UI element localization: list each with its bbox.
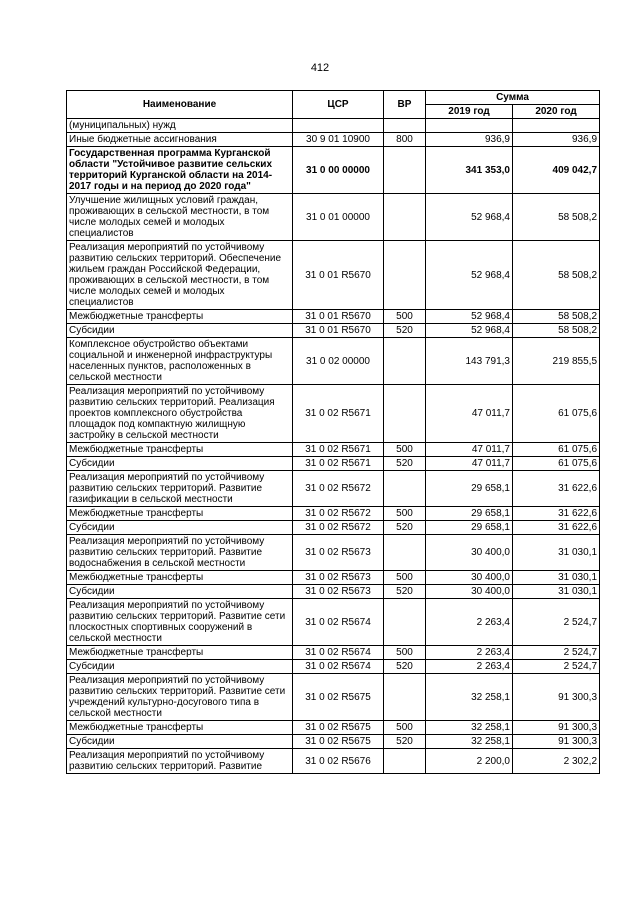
row-amount-2020-cell: 31 030,1: [513, 571, 600, 585]
row-amount-2020-cell: 58 508,2: [513, 194, 600, 241]
row-amount-2020-cell: 58 508,2: [513, 241, 600, 310]
row-name-cell: Субсидии: [67, 324, 293, 338]
row-vr-cell: 520: [384, 735, 426, 749]
row-name-cell: Субсидии: [67, 457, 293, 471]
row-vr-cell: [384, 749, 426, 774]
row-vr-cell: [384, 241, 426, 310]
page-number: 412: [310, 62, 330, 74]
row-name-cell: Реализация мероприятий по устойчивому развитию сельских территорий. Развитие сети учреждений культурно-досугового типа в сельской местности: [67, 674, 293, 721]
row-vr-cell: [384, 119, 426, 133]
table-row: [67, 457, 600, 471]
row-name-cell: Реализация мероприятий по устойчивому развитию сельских территорий. Развитие сети плоскостных спортивных сооружений в сельской местности: [67, 599, 293, 646]
table-row: [67, 585, 600, 599]
row-amount-2020-cell: 31 622,6: [513, 471, 600, 507]
row-name-cell: Улучшение жилищных условий граждан, проживающих в сельской местности, в том числе молодых семей и молодых специалистов: [67, 194, 293, 241]
row-csr-cell: 31 0 02 R5674: [293, 646, 384, 660]
row-amount-2020-cell: 31 622,6: [513, 507, 600, 521]
row-csr-cell: 31 0 02 R5671: [293, 443, 384, 457]
row-vr-cell: 500: [384, 571, 426, 585]
row-vr-cell: 520: [384, 457, 426, 471]
row-vr-cell: 500: [384, 721, 426, 735]
row-csr-cell: 31 0 02 R5673: [293, 571, 384, 585]
header-csr: ЦСР: [293, 91, 384, 119]
row-name-cell: Межбюджетные трансферты: [67, 646, 293, 660]
row-name-cell: Субсидии: [67, 521, 293, 535]
table-row: [67, 133, 600, 147]
header-name: Наименование: [67, 91, 293, 119]
row-amount-2019-cell: 2 263,4: [426, 599, 513, 646]
row-name-cell: Межбюджетные трансферты: [67, 310, 293, 324]
row-amount-2019-cell: 30 400,0: [426, 535, 513, 571]
row-amount-2020-cell: [513, 119, 600, 133]
row-vr-cell: 520: [384, 660, 426, 674]
row-csr-cell: 31 0 02 R5674: [293, 599, 384, 646]
row-name-cell: Межбюджетные трансферты: [67, 507, 293, 521]
row-csr-cell: 31 0 02 R5673: [293, 535, 384, 571]
row-vr-cell: [384, 471, 426, 507]
row-vr-cell: [384, 535, 426, 571]
row-amount-2019-cell: 143 791,3: [426, 338, 513, 385]
table-row: [67, 646, 600, 660]
row-amount-2019-cell: 341 353,0: [426, 147, 513, 194]
row-amount-2019-cell: 52 968,4: [426, 324, 513, 338]
row-amount-2019-cell: 32 258,1: [426, 721, 513, 735]
row-vr-cell: 500: [384, 443, 426, 457]
row-csr-cell: 31 0 01 00000: [293, 194, 384, 241]
table-row: [67, 241, 600, 310]
table-row: [67, 721, 600, 735]
table-row: [67, 310, 600, 324]
table-row: [67, 338, 600, 385]
row-name-cell: Комплексное обустройство объектами социальной и инженерной инфраструктуры населенных пунктов, расположенных в сельской местности: [67, 338, 293, 385]
row-vr-cell: 520: [384, 521, 426, 535]
header-sum: Сумма: [426, 91, 600, 105]
row-name-cell: Субсидии: [67, 660, 293, 674]
header-year-2020: 2020 год: [513, 105, 600, 119]
row-name-cell: Реализация мероприятий по устойчивому развитию сельских территорий. Развитие водоснабжения в сельской местности: [67, 535, 293, 571]
row-amount-2019-cell: 32 258,1: [426, 674, 513, 721]
row-csr-cell: 31 0 02 R5676: [293, 749, 384, 774]
row-vr-cell: [384, 385, 426, 443]
row-amount-2020-cell: 61 075,6: [513, 443, 600, 457]
row-vr-cell: [384, 338, 426, 385]
row-name-cell: Межбюджетные трансферты: [67, 721, 293, 735]
table-row: [67, 324, 600, 338]
budget-table: [66, 90, 600, 774]
row-amount-2020-cell: 58 508,2: [513, 324, 600, 338]
row-amount-2020-cell: 2 302,2: [513, 749, 600, 774]
row-name-cell: Иные бюджетные ассигнования: [67, 133, 293, 147]
row-vr-cell: 500: [384, 646, 426, 660]
row-amount-2019-cell: 47 011,7: [426, 385, 513, 443]
row-name-cell: Субсидии: [67, 735, 293, 749]
header-year-2019: 2019 год: [426, 105, 513, 119]
row-amount-2019-cell: 47 011,7: [426, 457, 513, 471]
row-amount-2020-cell: 58 508,2: [513, 310, 600, 324]
row-vr-cell: 520: [384, 585, 426, 599]
row-vr-cell: 500: [384, 310, 426, 324]
table-row: [67, 443, 600, 457]
table-row: [67, 385, 600, 443]
table-row: [67, 194, 600, 241]
row-amount-2020-cell: 91 300,3: [513, 735, 600, 749]
row-amount-2020-cell: 91 300,3: [513, 721, 600, 735]
row-amount-2019-cell: 29 658,1: [426, 521, 513, 535]
row-amount-2020-cell: 936,9: [513, 133, 600, 147]
row-csr-cell: 31 0 01 R5670: [293, 241, 384, 310]
table-row: [67, 507, 600, 521]
row-amount-2019-cell: 32 258,1: [426, 735, 513, 749]
table-row: [67, 147, 600, 194]
row-vr-cell: 500: [384, 507, 426, 521]
row-name-cell: Реализация мероприятий по устойчивому развитию сельских территорий. Реализация проектов комплексного обустройства площадок под компактную жилищную застройку в сельской местности: [67, 385, 293, 443]
table-row: [67, 660, 600, 674]
row-csr-cell: [293, 119, 384, 133]
row-vr-cell: 800: [384, 133, 426, 147]
row-amount-2020-cell: 61 075,6: [513, 385, 600, 443]
row-vr-cell: 520: [384, 324, 426, 338]
row-amount-2019-cell: 30 400,0: [426, 585, 513, 599]
row-amount-2020-cell: 61 075,6: [513, 457, 600, 471]
row-amount-2020-cell: 409 042,7: [513, 147, 600, 194]
table-row: [67, 571, 600, 585]
table-row: [67, 471, 600, 507]
row-amount-2019-cell: 936,9: [426, 133, 513, 147]
row-amount-2019-cell: 52 968,4: [426, 194, 513, 241]
row-vr-cell: [384, 599, 426, 646]
row-amount-2020-cell: 31 622,6: [513, 521, 600, 535]
row-amount-2020-cell: 31 030,1: [513, 585, 600, 599]
table-row: [67, 521, 600, 535]
row-vr-cell: [384, 147, 426, 194]
row-csr-cell: 31 0 02 R5675: [293, 735, 384, 749]
row-csr-cell: 31 0 00 00000: [293, 147, 384, 194]
table-row: [67, 674, 600, 721]
row-csr-cell: 31 0 02 R5672: [293, 471, 384, 507]
row-name-cell: Межбюджетные трансферты: [67, 571, 293, 585]
table-row: [67, 119, 600, 133]
row-csr-cell: 30 9 01 10900: [293, 133, 384, 147]
table-row: [67, 599, 600, 646]
table-row: [67, 535, 600, 571]
row-vr-cell: [384, 674, 426, 721]
table-body: [67, 119, 600, 774]
row-name-cell: Реализация мероприятий по устойчивому развитию сельских территорий. Развитие: [67, 749, 293, 774]
row-amount-2020-cell: 2 524,7: [513, 646, 600, 660]
row-csr-cell: 31 0 02 R5673: [293, 585, 384, 599]
row-name-cell: Государственная программа Курганской области "Устойчивое развитие сельских территорий Курганской области на 2014-2017 годы и на период до 2020 года": [67, 147, 293, 194]
row-csr-cell: 31 0 02 R5675: [293, 721, 384, 735]
row-amount-2019-cell: 52 968,4: [426, 241, 513, 310]
row-vr-cell: [384, 194, 426, 241]
row-name-cell: (муниципальных) нужд: [67, 119, 293, 133]
row-csr-cell: 31 0 01 R5670: [293, 310, 384, 324]
row-name-cell: Реализация мероприятий по устойчивому развитию сельских территорий. Развитие газификации в сельской местности: [67, 471, 293, 507]
row-csr-cell: 31 0 02 R5672: [293, 521, 384, 535]
row-name-cell: Реализация мероприятий по устойчивому развитию сельских территорий. Обеспечение жильем граждан Российской Федерации, проживающих в сельской местности, в том числе молодых семей и молодых специалистов: [67, 241, 293, 310]
row-csr-cell: 31 0 02 R5675: [293, 674, 384, 721]
row-csr-cell: 31 0 02 R5671: [293, 385, 384, 443]
row-amount-2019-cell: 29 658,1: [426, 471, 513, 507]
row-csr-cell: 31 0 02 R5674: [293, 660, 384, 674]
row-amount-2020-cell: 2 524,7: [513, 660, 600, 674]
row-amount-2019-cell: 2 200,0: [426, 749, 513, 774]
row-amount-2019-cell: 52 968,4: [426, 310, 513, 324]
row-amount-2020-cell: 91 300,3: [513, 674, 600, 721]
table-row: [67, 735, 600, 749]
row-amount-2019-cell: 2 263,4: [426, 660, 513, 674]
row-csr-cell: 31 0 02 00000: [293, 338, 384, 385]
row-amount-2019-cell: 29 658,1: [426, 507, 513, 521]
header-vr: ВР: [384, 91, 426, 119]
row-amount-2020-cell: 2 524,7: [513, 599, 600, 646]
row-amount-2020-cell: 219 855,5: [513, 338, 600, 385]
row-csr-cell: 31 0 01 R5670: [293, 324, 384, 338]
row-amount-2019-cell: 2 263,4: [426, 646, 513, 660]
row-amount-2020-cell: 31 030,1: [513, 535, 600, 571]
table-row: [67, 749, 600, 774]
row-csr-cell: 31 0 02 R5671: [293, 457, 384, 471]
row-amount-2019-cell: [426, 119, 513, 133]
row-amount-2019-cell: 30 400,0: [426, 571, 513, 585]
row-csr-cell: 31 0 02 R5672: [293, 507, 384, 521]
row-name-cell: Субсидии: [67, 585, 293, 599]
row-amount-2019-cell: 47 011,7: [426, 443, 513, 457]
row-name-cell: Межбюджетные трансферты: [67, 443, 293, 457]
